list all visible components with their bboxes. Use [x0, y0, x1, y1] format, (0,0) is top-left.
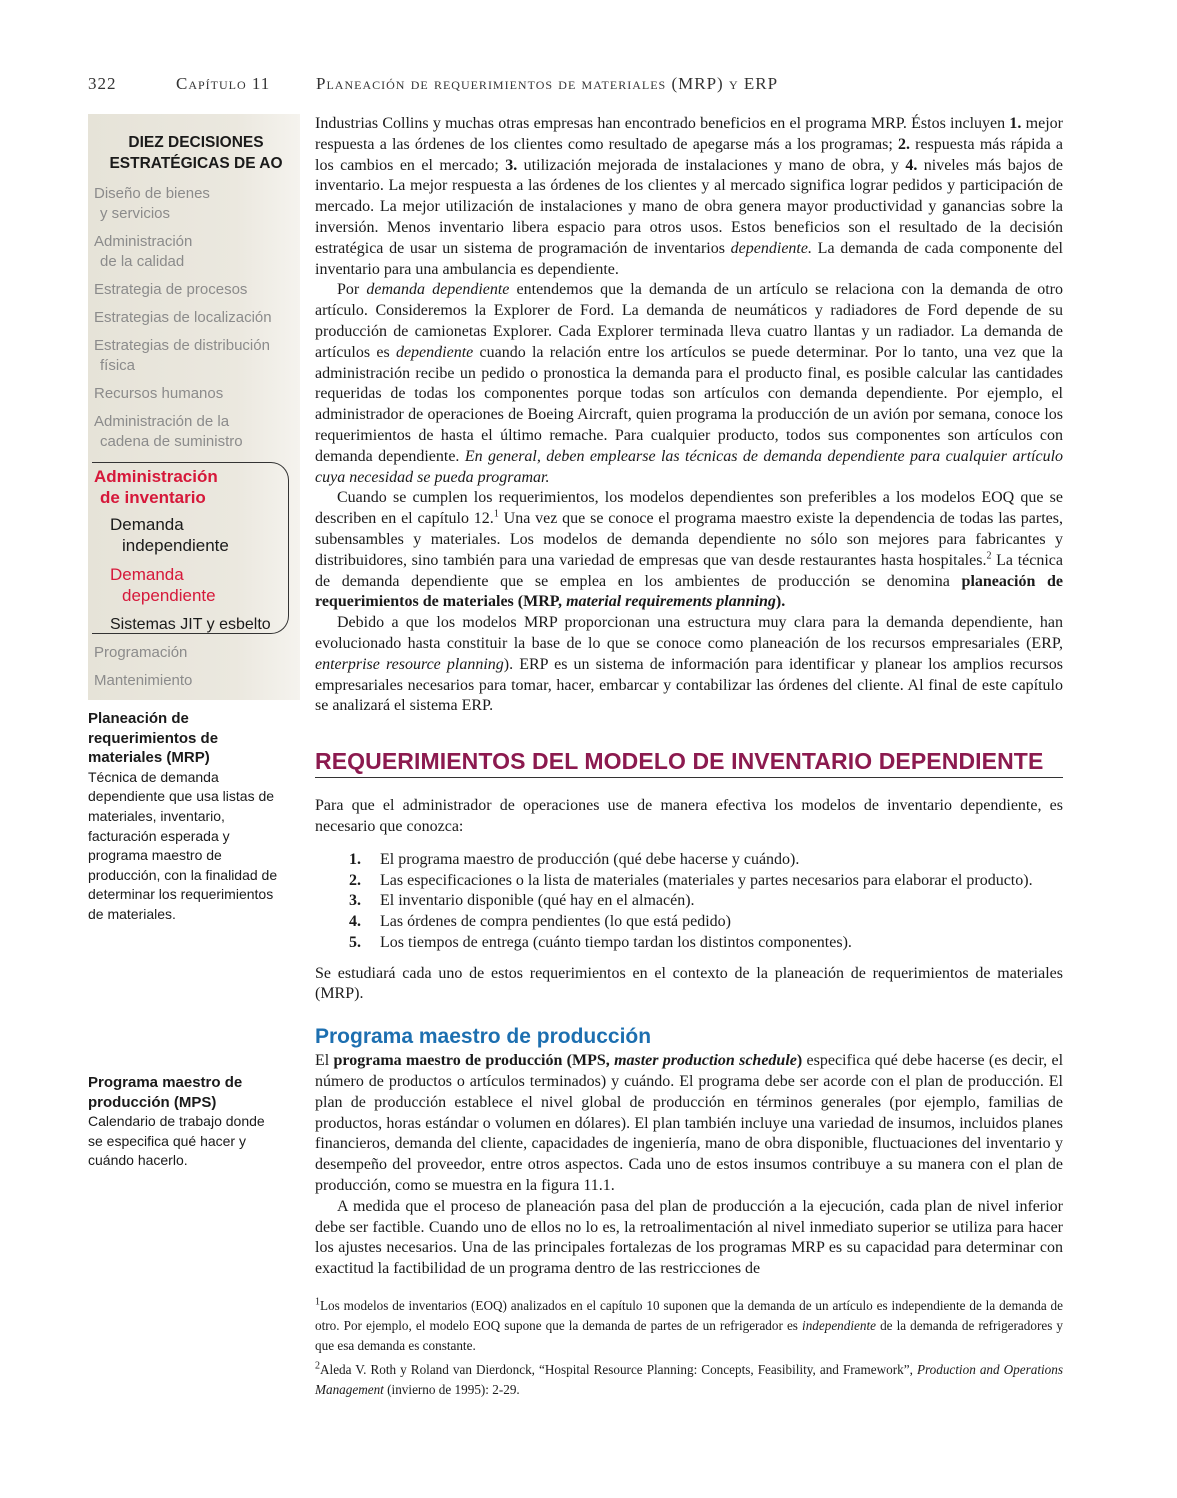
chapter-title: Planeación de requerimientos de materiales (MRP) y ERP [316, 74, 779, 93]
sidebar-title-line1: DIEZ DECISIONES [128, 134, 264, 151]
sidebar-item-scheduling: Programación [94, 644, 188, 661]
margin-definition-mps [88, 1073, 278, 1171]
sidebar-sub-dependent: Demanda dependiente [110, 565, 216, 605]
list-item: 1. El programa maestro de producción (qué debe hacerse y cuándo). [349, 850, 800, 868]
paragraph-intro-list: Para que el administrador de operaciones use de manera efectiva los modelos de inventario dependiente, es necesario que conozca: [315, 797, 1063, 835]
sidebar-item-design: Diseño de bienes y servicios [94, 185, 210, 222]
sidebar-title-line2: ESTRATÉGICAS DE AO [109, 155, 283, 172]
list-item: 3. El inventario disponible (qué hay en el almacén). [349, 892, 695, 910]
sidebar-title [92, 132, 300, 174]
sidebar-item-maintenance: Mantenimiento [94, 672, 193, 689]
sidebar-sub-jit: Sistemas JIT y esbelto [110, 616, 271, 633]
list-item: 5. Los tiempos de entrega (cuánto tiempo tardan los distintos componentes). [349, 933, 852, 951]
sidebar-item-location: Estrategias de localización [94, 309, 272, 326]
sidebar-list [88, 184, 300, 452]
list-item: 2. Las especificaciones o la lista de materiales (materiales y partes necesarios para elaborar el producto). [349, 871, 1033, 889]
footnote-2: $^2$Aleda V. Roth y Roland van Dierdonck, “Hospital Resource Planning: Concepts, Feasibility, and Framework”, Production and Operations Management (invierno de 1995): 2-29. [315, 1360, 1063, 1398]
subsection-heading: Programa maestro de producción [315, 1025, 652, 1049]
sidebar-item-process: Estrategia de procesos [94, 281, 248, 298]
sidebar-item-layout: Estrategias de distribución física [94, 337, 270, 374]
paragraph-dependent-demand: Por demanda dependiente entendemos que la demanda de un artículo se relaciona con la demanda de otro artículo. Consideremos la Explorer de Ford. La demanda de neumáticos y radiadores de Ford depende de su producción de camionetas Explorer. Cada Explorer terminada lleva cuatro llantas y un radiador. La demanda de artículos es dependiente cuando la relación entre los artículos se puede determinar. Por lo tanto, una vez que la administración recibe un pedido o pronostica la demanda para el producto final, es posible calcular las cantidades requeridas de todas los componentes porque todas son artículos con demanda dependiente. Por ejemplo, el administrador de operaciones de Boeing Aircraft, quien programa la producción de un avión por semana, conoce los requerimientos de hasta el último remache. Para cualquier producto, todos sus componentes son artículos con demanda dependiente. En general, deben emplearse las técnicas de demanda dependiente para cualquier artículo cuya necesidad se pueda programar. [315, 281, 1064, 486]
paragraph-benefits: Industrias Collins y muchas otras empresas han encontrado beneficios en el programa MRP. Éstos incluyen 1. mejor respuesta a las órdenes de los clientes como resultado de apegarse más a los programas; 2. respuesta más rápida a los cambios en el mercado; 3. utilización mejorada de instalaciones y mano de obra, y 4. niveles más bajos de inventario. La mejor respuesta a las órdenes de los clientes y al mercado significa lograr pedidos y participación de mercado. La mejor utilización de instalaciones y mano de obra genera mayor productividad y ganancias sobre la inversión. Menos inventario libera espacio para otros usos. Estos beneficios son el resultado de la decisión estratégica de usar un sistema de programación de inventarios dependiente. La demanda de cada componente del inventario para una ambulancia es dependiente. [315, 115, 1064, 278]
sidebar-sub-independent: Demanda independiente [110, 515, 229, 555]
requirements-list [349, 850, 1063, 954]
definition-term: Programa maestro de producción (MPS) [88, 1074, 243, 1111]
footnote-1: $^1$Los modelos de inventarios (EOQ) analizados en el capítulo 10 suponen que la demanda de un artículo es independiente de la demanda de otro. Por ejemplo, el modelo EOQ supone que la demanda de partes de un refrigerador es independiente de la demanda de refrigeradores y que esa demanda es constante. [315, 1296, 1063, 1354]
section-heading: REQUERIMIENTOS DEL MODELO DE INVENTARIO DEPENDIENTE [315, 748, 1063, 778]
strategic-decisions-sidebar [88, 114, 300, 700]
sidebar-item-quality: Administración de la calidad [94, 233, 193, 270]
definition-text: Calendario de trabajo donde se especifica qué hacer y cuándo hacerlo. [88, 1113, 265, 1169]
sidebar-item-hr: Recursos humanos [94, 385, 224, 402]
running-head [88, 74, 1078, 94]
paragraph-erp: Debido a que los modelos MRP proporcionan una estructura muy clara para la demanda dependiente, han evolucionado hasta constituir la base de lo que se conoce como planeación de los recursos empresariales (ERP, enterprise resource planning). ERP es un sistema de información para identificar y planear los amplios recursos empresariales necesarios para tomar, hacer, embarcar y contabilizar las órdenes del cliente. Al final de este capítulo se analizará el sistema ERP. [315, 614, 1063, 715]
definition-text: Técnica de demanda dependiente que usa listas de materiales, inventario, facturación esperada y programa maestro de producción, con la finalidad de determinar los requerimientos de materiales. [88, 768, 278, 922]
chapter-label: Capítulo 11 [176, 74, 271, 93]
definition-term: Planeación de requerimientos de materiales (MRP) [88, 710, 219, 767]
main-text [315, 114, 1063, 1404]
sidebar-item-supply-chain: Administración de la cadena de suministro [94, 413, 243, 450]
page-number: 322 [88, 74, 117, 93]
paragraph-feasibility: A medida que el proceso de planeación pasa del plan de producción a la ejecución, cada plan de nivel inferior debe ser factible. Cuando uno de ellos no lo es, la retroalimentación al nivel inmediato superior se utiliza para hacer los ajustes necesarios. Una de las principales fortalezas de los programas MRP es su capacidad para determinar con exactitud la factibilidad de un programa dentro de las restricciones de [315, 1197, 1063, 1278]
paragraph-mps: El programa maestro de producción (MPS, master production schedule) especifica qué debe hacerse (es decir, el número de productos o artículos terminados) y cuándo. El programa debe ser acorde con el plan de producción. El plan de producción establece el nivel global de producción en términos generales (por ejemplo, familias de productos, horas estándar o volumen en dólares). El plan también incluye una variedad de insumos, incluidos planes financieros, demanda del cliente, capacidades de ingeniería, mano de obra disponible, fluctuaciones del inventario y desempeño del proveedor, entre otros aspectos. Cada uno de estos insumos contribuye a su manera con el plan de producción, como se muestra en la figura 11.1. [315, 1052, 1064, 1195]
margin-definition-mrp [88, 709, 278, 925]
sidebar-item-inventory-active: Administración de inventario [94, 467, 218, 507]
paragraph-eoq: Cuando se cumplen los requerimientos, los modelos dependientes son preferibles a los modelos EOQ que se describen en el capítulo 12.$^1$ Una vez que se conoce el programa maestro existe la dependencia de todas las partes, subensambles y materiales. Los modelos de demanda dependiente no sólo son mejores para fabricantes y distribuidores, sino también para una variedad de empresas que van desde restaurantes hasta hospitales.$^2$ La técnica de demanda dependiente que se emplea en los ambientes de producción se denomina planeación de requerimientos de materiales (MRP, material requirements planning). [315, 489, 1064, 611]
footnotes [315, 1296, 1063, 1400]
paragraph-study: Se estudiará cada uno de estos requerimientos en el contexto de la planeación de requerimientos de materiales (MRP). [315, 964, 1063, 1003]
list-item: 4. Las órdenes de compra pendientes (lo que está pedido) [349, 913, 731, 931]
